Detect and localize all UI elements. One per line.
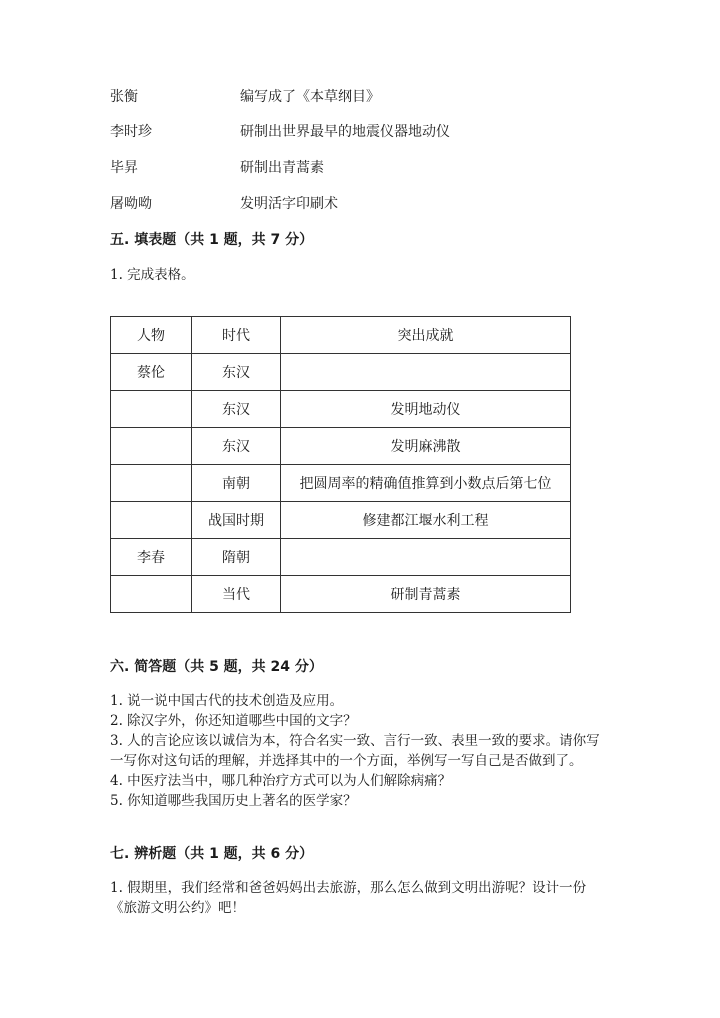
section-6-title: 六. 简答题（共 5 题，共 24 分） bbox=[110, 659, 323, 675]
short-answer-question: 5. 你知道哪些我国历史上著名的医学家？ bbox=[110, 793, 357, 809]
table-row bbox=[111, 465, 571, 502]
table-cell-person[interactable] bbox=[111, 428, 192, 465]
table-cell-era: 战国时期 bbox=[192, 502, 281, 539]
table-header-cell: 突出成就 bbox=[281, 317, 571, 354]
short-answer-question: 4. 中医疗法当中，哪几种治疗方式可以为人们解除病痛？ bbox=[110, 773, 452, 789]
matching-achievement: 编写成了《本草纲目》 bbox=[240, 89, 380, 105]
table-cell-person[interactable] bbox=[111, 576, 192, 613]
short-answer-list bbox=[110, 691, 608, 811]
table-row bbox=[111, 354, 571, 391]
fill-in-table bbox=[110, 316, 571, 613]
section-7-question: 1. 假期里，我们经常和爸爸妈妈出去旅游，那么怎么做到文明出游呢？设计一份《旅游文明公约》吧！ bbox=[110, 880, 587, 916]
table-cell-achievement: 把圆周率的精确值推算到小数点后第七位 bbox=[281, 465, 571, 502]
table-cell-person[interactable] bbox=[111, 391, 192, 428]
table-cell-era: 南朝 bbox=[192, 465, 281, 502]
section-5-question: 1. 完成表格。 bbox=[110, 267, 195, 283]
short-answer-question: 1. 说一说中国古代的技术创造及应用。 bbox=[110, 693, 344, 709]
table-row bbox=[111, 391, 571, 428]
section-5-title: 五. 填表题（共 1 题，共 7 分） bbox=[110, 232, 314, 248]
table-cell-achievement: 发明麻沸散 bbox=[281, 428, 571, 465]
table-cell-person: 李春 bbox=[111, 539, 192, 576]
table-row bbox=[111, 576, 571, 613]
table-row bbox=[111, 428, 571, 465]
matching-achievement: 研制出青蒿素 bbox=[240, 160, 324, 176]
table-cell-achievement: 发明地动仪 bbox=[281, 391, 571, 428]
table-cell-era: 隋朝 bbox=[192, 539, 281, 576]
table-cell-person[interactable]: 蔡伦 bbox=[111, 354, 192, 391]
table-header-row bbox=[111, 317, 571, 354]
matching-person: 李时珍 bbox=[110, 124, 152, 140]
matching-achievement: 发明活字印刷术 bbox=[240, 196, 338, 212]
short-answer-question: 3. 人的言论应该以诚信为本，符合名实一致、言行一致、表里一致的要求。请你写一写你对这句话的理解，并选择其中的一个方面，举例写一写自己是否做到了。 bbox=[110, 733, 600, 769]
table-row bbox=[111, 502, 571, 539]
table-row bbox=[111, 539, 571, 576]
table-cell-achievement: 修建都江堰水利工程 bbox=[281, 502, 571, 539]
table-cell-achievement[interactable] bbox=[281, 354, 571, 391]
matching-person: 屠呦呦 bbox=[110, 196, 152, 212]
matching-person: 毕昇 bbox=[110, 160, 138, 176]
table-cell-era: 东汉 bbox=[192, 391, 281, 428]
matching-achievement: 研制出世界最早的地震仪器地动仪 bbox=[240, 124, 450, 140]
table-cell-era: 东汉 bbox=[192, 354, 281, 391]
table-cell-achievement[interactable] bbox=[281, 539, 571, 576]
table-cell-person[interactable] bbox=[111, 502, 192, 539]
table-cell-era: 东汉 bbox=[192, 428, 281, 465]
matching-person: 张衡 bbox=[110, 89, 138, 105]
section-7-title: 七. 辨析题（共 1 题，共 6 分） bbox=[110, 846, 314, 862]
table-header-cell: 人物 bbox=[111, 317, 192, 354]
table-header-cell: 时代 bbox=[192, 317, 281, 354]
short-answer-question: 2. 除汉字外，你还知道哪些中国的文字？ bbox=[110, 713, 357, 729]
table-cell-person[interactable] bbox=[111, 465, 192, 502]
table-cell-achievement: 研制青蒿素 bbox=[281, 576, 571, 613]
table-cell-era: 当代 bbox=[192, 576, 281, 613]
